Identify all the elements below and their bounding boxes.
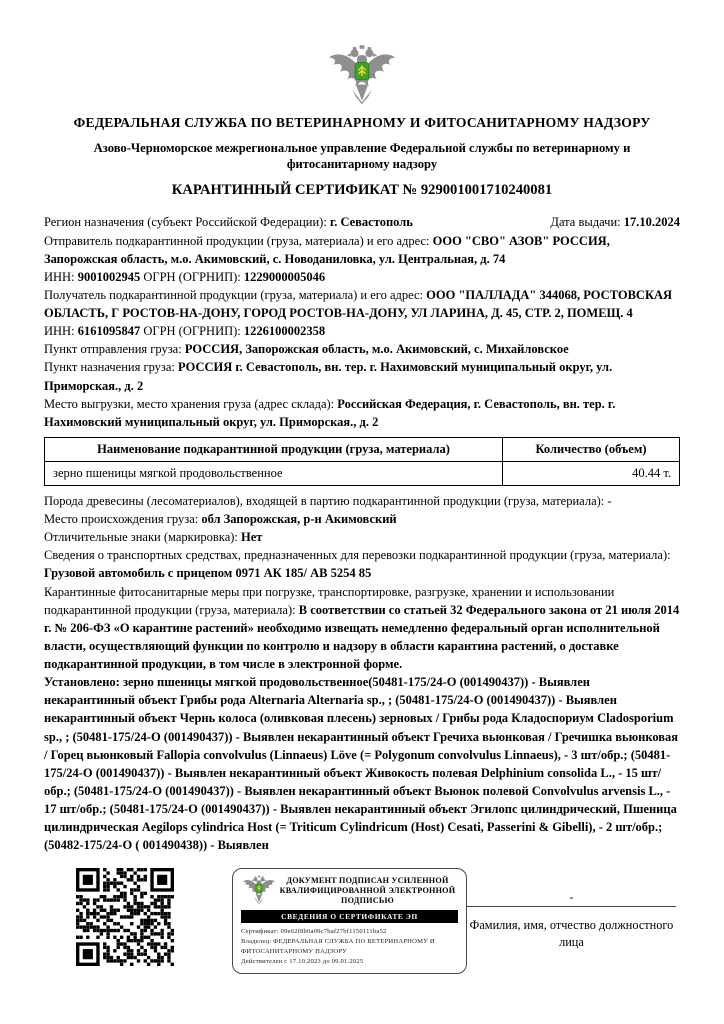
goods-qty-cell: 40.44 т. [503, 461, 680, 485]
goods-name-cell: зерно пшеницы мягкой продовольственное [45, 461, 503, 485]
certificate-number-title: КАРАНТИННЫЙ СЕРТИФИКАТ № 929001001710240081 [171, 182, 553, 199]
field-sender-inn-ogrn: ИНН: 9001002945 ОГРН (ОГРНИП): 1229000005046 [44, 269, 326, 284]
office-subtitle: Азово-Черноморское межрегиональное управление Федеральной службы по ветеринарному и фитосанитарному надзору [93, 140, 631, 172]
goods-name-header: Наименование подкарантинной продукции (груза, материала) [45, 437, 503, 461]
field-phytosanitary-measures: Карантинные фитосанитарные меры при погрузке, транспортировке, разгрузке, хранении и использовании подкарантинной продукции (груза, материала): В соответствии со статьей 32 Федерального закона от 21 июля 2014 г. № 206-ФЗ «О карантине растений» необходимо извещать немедленно федеральный орган исполнительной власти, осуществляющий функции по контролю и надзору в области карантина растений, о доставке подкарантинной продукции, в том числе в электронной форме. [44, 584, 680, 672]
field-marking: Отличительные знаки (маркировка): Нет [44, 530, 263, 545]
field-unloading-place: Место выгрузки, место хранения груза (адрес склада): Российская Федерация, г. Севастополь, вн. тер. г. Нахимовский муниципальный округ, ул. Приморская., д. 2 [44, 396, 616, 429]
digital-signature-stamp [232, 868, 467, 974]
signature-line: - [467, 890, 676, 907]
field-transport: Сведения о транспортных средствах, предназначенных для перевозки подкарантинной продукции (груза, материала): Грузовой автомобиль с прицепом 0971 АК 185/ АВ 5254 85 [44, 548, 671, 581]
field-issue-date: Дата выдачи: 17.10.2024 [550, 215, 680, 230]
rosselkhoznadzor-emblem-icon [324, 44, 400, 108]
stamp-eagle-icon [241, 875, 277, 906]
stamp-info-bar: СВЕДЕНИЯ О СЕРТИФИКАТЕ ЭП [241, 910, 458, 923]
field-destination-point: Пункт назначения груза: РОССИЯ г. Севастополь, вн. тер. г. Нахимовский муниципальный округ, ул. Приморская., д. 2 [44, 360, 613, 393]
field-sender: Отправитель подкарантинной продукции (груза, материала) и его адрес: ООО "СВО" АЗОВ" РОССИЯ, Запорожская область, м.о. Акимовский, с. Новоданиловка, ул. Центральная, д. 74 [44, 233, 610, 266]
signature-caption: Фамилия, имя, отчество должностного лица [469, 918, 674, 949]
field-region: Регион назначения (субъект Российской Федерации): г. Севастополь [44, 215, 413, 230]
stamp-validity-line: Действителен с 17.10.2023 до 09.01.2025 [241, 958, 364, 966]
service-title: ФЕДЕРАЛЬНАЯ СЛУЖБА ПО ВЕТЕРИНАРНОМУ И ФИТОСАНИТАРНОМУ НАДЗОРУ [73, 115, 651, 130]
goods-table [44, 437, 680, 486]
stamp-signed-title: ДОКУМЕНТ ПОДПИСАН УСИЛЕННОЙ КВАЛИФИЦИРОВАННОЙ ЭЛЕКТРОННОЙ ПОДПИСЬЮ [279, 875, 456, 906]
field-receiver: Получатель подкарантинной продукции (груза, материала) и его адрес: ООО "ПАЛЛАДА" 344068, РОСТОВСКАЯ ОБЛАСТЬ, Г РОСТОВ-НА-ДОНУ, ГОРОД РОСТОВ-НА-ДОНУ, УЛ ЛАРИНА, Д. 45, СТР. 2, ПОМЕЩ. 4 [44, 287, 673, 321]
field-receiver-inn-ogrn: ИНН: 6161095847 ОГРН (ОГРНИП): 1226100002358 [44, 324, 326, 339]
goods-qty-header: Количество (объем) [503, 437, 680, 461]
field-departure-point: Пункт отправления груза: РОССИЯ, Запорожская область, м.о. Акимовский, с. Михайловское [44, 342, 569, 357]
footer [44, 868, 680, 974]
stamp-owner-line: Владелец: ФЕДЕРАЛЬНАЯ СЛУЖБА ПО ВЕТЕРИНАРНОМУ И ФИТОСАНИТАРНОМУ НАДЗОРУ [241, 938, 435, 956]
table-row [45, 461, 680, 485]
official-signature-block [467, 868, 676, 950]
stamp-certificate-line: Сертификат: 09e62f8b0a09c7baf27bf1150111ba52 [241, 928, 387, 936]
field-origin-place: Место происхождения груза: обл Запорожская, р-н Акимовский [44, 512, 397, 527]
field-region-and-date [44, 213, 680, 231]
field-established-findings: Установлено: зерно пшеницы мягкой продовольственное(50481-175/24-О (001490437)) - Выявлен некарантинный объект Грибы рода Alternaria Alternaria sp., ; (50481-175/24-О (001490437)) - Выявлен некарантинный объект Чернь колоса (оливковая плесень) зерновых / Грибы рода Кладоспориум Cladosporium sp., ; (50481-175/24-О (001490437)) - Выявлен некарантинный объект Гречиха вьюнковая / Гречишка вьюнковая / Горец вьюнковый Fallopia convolvulus (Linnaeus) Löve (= Polygonum convolvulus Linnaeus), - 3 шт/обр.; (50481-175/24-О (001490437)) - Выявлен некарантинный объект Живокость полевая Delphinium consolida L., - 15 шт/обр.; (50481-175/24-О (001490437)) - Выявлен некарантинный объект Вьюнок полевой Convolvulus arvensis L., - 17 шт/обр.; (50481-175/24-О (001490437)) - Выявлен некарантинный объект Эгилопс цилиндрический, Пшеница цилиндрическая Aegilops cylindrica Host (= Triticum Cylindricum (Host) Cesati, Passerini & Gibelli), - 2 шт/обр.; (50482-175/24-О ( 001490438)) - Выявлен [44, 675, 679, 853]
field-wood-species: Порода древесины (лесоматериалов), входящей в партию подкарантинной продукции (груза, материала): - [44, 493, 612, 508]
qr-code [76, 868, 174, 966]
goods-table-header-row [45, 437, 680, 461]
